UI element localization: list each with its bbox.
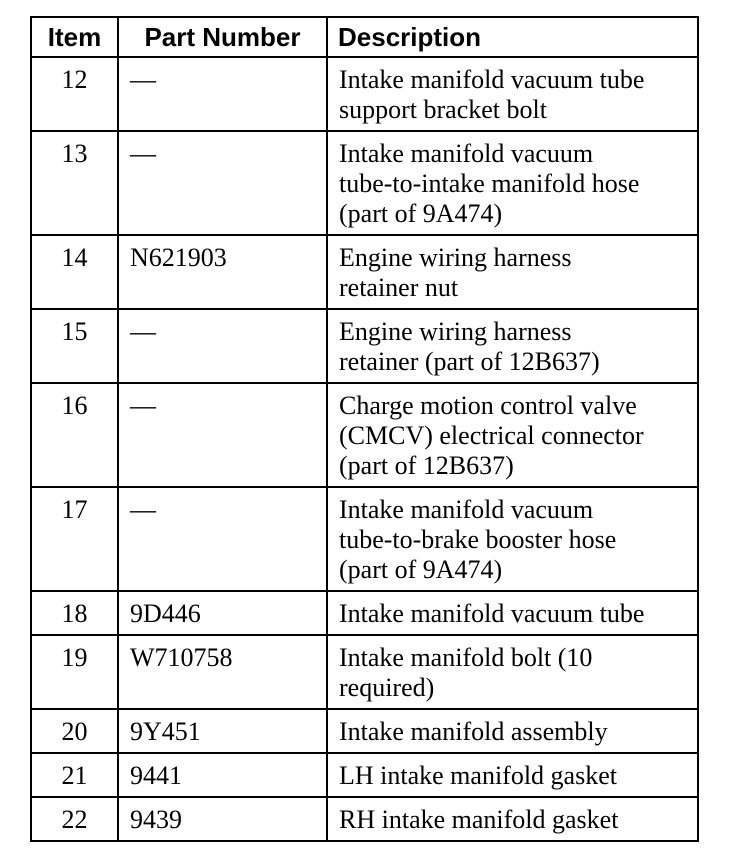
description-cell (327, 487, 698, 591)
table-row (31, 487, 698, 591)
description-line: Intake manifold vacuum (339, 139, 594, 168)
description-cell (327, 797, 698, 841)
item-number-cell: 20 (31, 709, 118, 753)
parts-table-body (31, 57, 698, 841)
description-line: RH intake manifold gasket (339, 805, 619, 834)
part-number-cell: — (118, 383, 327, 487)
part-number-cell: — (118, 487, 327, 591)
table-row (31, 235, 698, 309)
part-number-cell: N621903 (118, 235, 327, 309)
description-line: (CMCV) electrical connector (339, 421, 644, 450)
part-number-cell: — (118, 57, 327, 131)
part-number-cell: 9439 (118, 797, 327, 841)
part-number-cell: 9D446 (118, 591, 327, 635)
part-number-cell: — (118, 131, 327, 235)
item-number-cell: 16 (31, 383, 118, 487)
table-row (31, 591, 698, 635)
table-row (31, 131, 698, 235)
description-cell (327, 591, 698, 635)
header-row (31, 17, 698, 57)
item-number-cell: 12 (31, 57, 118, 131)
description-cell (327, 753, 698, 797)
item-number-cell: 17 (31, 487, 118, 591)
description-line: (part of 9A474) (339, 555, 503, 584)
header-description: Description (327, 17, 698, 57)
description-line: Intake manifold vacuum tube (339, 65, 645, 94)
description-cell (327, 309, 698, 383)
item-number-cell: 15 (31, 309, 118, 383)
description-line: tube-to-intake manifold hose (339, 169, 640, 198)
description-cell (327, 635, 698, 709)
description-line: Intake manifold vacuum (339, 495, 594, 524)
table-row (31, 709, 698, 753)
description-line: required) (339, 673, 435, 702)
table-row (31, 383, 698, 487)
part-number-cell: W710758 (118, 635, 327, 709)
description-line: Intake manifold bolt (10 (339, 643, 593, 672)
description-line: Intake manifold assembly (339, 717, 608, 746)
description-line: support bracket bolt (339, 95, 547, 124)
table-row (31, 753, 698, 797)
description-line: Engine wiring harness (339, 243, 572, 272)
table-row (31, 635, 698, 709)
description-cell (327, 131, 698, 235)
part-number-cell: 9Y451 (118, 709, 327, 753)
item-number-cell: 14 (31, 235, 118, 309)
description-cell (327, 383, 698, 487)
description-line: Intake manifold vacuum tube (339, 599, 645, 628)
description-line: LH intake manifold gasket (339, 761, 617, 790)
description-line: (part of 12B637) (339, 451, 514, 480)
item-number-cell: 13 (31, 131, 118, 235)
part-number-cell: 9441 (118, 753, 327, 797)
parts-table (30, 16, 699, 842)
header-item: Item (31, 17, 118, 57)
description-cell (327, 57, 698, 131)
item-number-cell: 21 (31, 753, 118, 797)
table-row (31, 309, 698, 383)
description-cell (327, 709, 698, 753)
description-cell (327, 235, 698, 309)
item-number-cell: 19 (31, 635, 118, 709)
item-number-cell: 18 (31, 591, 118, 635)
header-part-number: Part Number (118, 17, 327, 57)
description-line: tube-to-brake booster hose (339, 525, 617, 554)
table-row (31, 57, 698, 131)
description-line: Engine wiring harness (339, 317, 572, 346)
description-line: retainer nut (339, 273, 459, 302)
description-line: Charge motion control valve (339, 391, 637, 420)
item-number-cell: 22 (31, 797, 118, 841)
part-number-cell: — (118, 309, 327, 383)
table-row (31, 797, 698, 841)
description-line: (part of 9A474) (339, 199, 503, 228)
description-line: retainer (part of 12B637) (339, 347, 600, 376)
